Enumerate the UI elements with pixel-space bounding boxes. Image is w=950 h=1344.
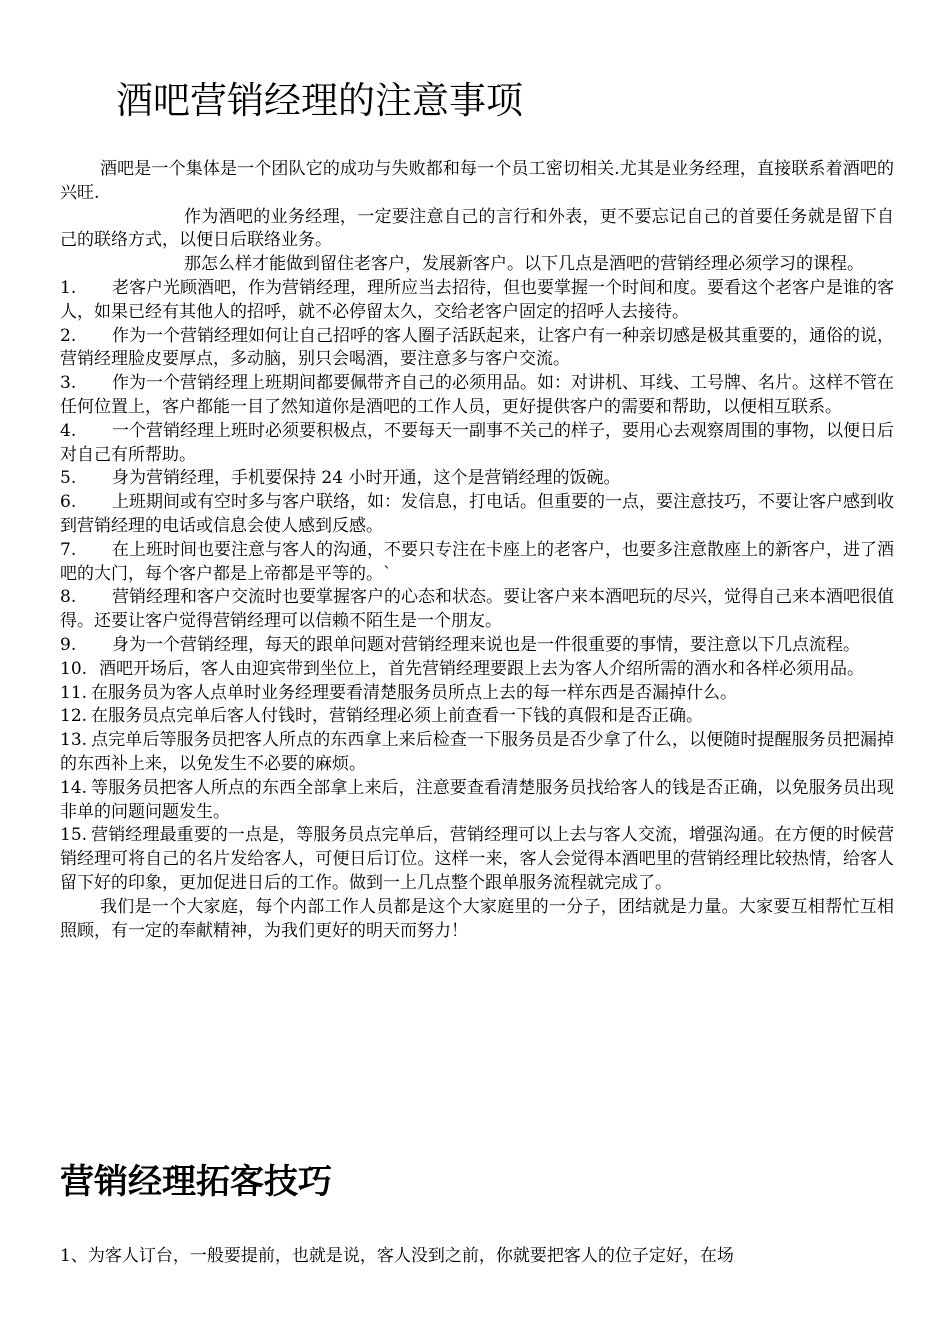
list-item <box>60 705 894 729</box>
list-item <box>60 729 894 777</box>
list-item <box>60 777 894 825</box>
list-item-number: 11. <box>60 682 88 703</box>
list-item <box>60 586 894 634</box>
list-item-text: 等服务员把客人所点的东西全部拿上来后，注意要查看清楚服务员找给客人的钱是否正确，以免服务员出现非单的问题问题发生。 <box>60 777 894 822</box>
list-item-text: 上班期间或有空时多与客户联络，如：发信息，打电话。但重要的一点，要注意技巧，不要让客户感到收到营销经理的电话或信息会使人感到反感。 <box>60 492 894 536</box>
list-item <box>60 325 894 373</box>
list-item <box>60 372 894 420</box>
list-item-number: 15. <box>60 825 88 846</box>
list-item-text: 在上班时间也要注意与客人的沟通，不要只专注在卡座上的老客户，也要多注意散座上的新客户，进了酒吧的大门，每个客户都是上帝都是平等的。` <box>60 539 894 584</box>
list-item-text: 作为一个营销经理如何让自己招呼的客人圈子活跃起来，让客户有一种亲切感是极其重要的，通俗的说，营销经理脸皮要厚点，多动脑，别只会喝酒，要注意多与客户交流。 <box>60 325 894 370</box>
list-item-number: 3. <box>60 373 77 394</box>
list-item-text: 点完单后等服务员把客人所点的东西拿上来后检查一下服务员是否少拿了什么，以便随时提醒服务员把漏掉的东西补上来，以免发生不必要的麻烦。 <box>60 730 894 774</box>
list-item-text: 作为一个营销经理上班期间都要佩带齐自己的必须用品。如：对讲机、耳线、工号牌、名片。这样不管在任何位置上，客户都能一目了然知道你是酒吧的工作人员，更好提供客户的需要和帮助，以便相互联系。 <box>60 373 894 417</box>
list-item-number: 12. <box>60 706 88 727</box>
list-item-number: 5. <box>60 468 77 489</box>
list-item <box>60 682 894 706</box>
list-item-text: 一个营销经理上班时必须要积极点，不要每天一副事不关己的样子，要用心去观察周围的事物，以便日后对自己有所帮助。 <box>60 420 894 465</box>
section-title: 营销经理拓客技巧 <box>60 1162 332 1202</box>
list-item-number: 14. <box>60 777 88 798</box>
list-item <box>60 420 894 468</box>
list-item-text: 在服务员点完单后客人付钱时，营销经理必须上前查看一下钱的真假和是否正确。 <box>91 706 704 727</box>
list-item <box>60 277 894 325</box>
list-item-number: 9. <box>60 634 77 655</box>
list-item-text: 在服务员为客人点单时业务经理要看清楚服务员所点上去的每一样东西是否漏掉什么。 <box>91 682 738 703</box>
list-item-text: 身为一个营销经理，每天的跟单问题对营销经理来说也是一件很重要的事情，要注意以下几点流程。 <box>112 634 860 655</box>
list-item-text: 营销经理最重要的一点是，等服务员点完单后，营销经理可以上去与客人交流，增强沟通。在方便的时候营销经理可将自己的名片发给客人，可便日后订位。这样一来，客人会觉得本酒吧里的营销经理比较热情，给客人留下好的印象，更加促进日后的工作。做到一上几点整个跟单服务流程就完成了。 <box>60 825 894 893</box>
list-item-number: 6. <box>60 492 77 513</box>
section-paragraph: 1、为客人订台，一般要提前，也就是说，客人没到之前，你就要把客人的位子定好，在场 <box>60 1246 734 1266</box>
list-item <box>60 634 894 658</box>
document-body <box>60 158 894 943</box>
list-item-text: 酒吧开场后，客人由迎宾带到坐位上，首先营销经理要跟上去为客人介绍所需的酒水和各样必须用品。 <box>99 658 865 679</box>
list-item-number: 10. <box>60 658 88 679</box>
list-item <box>60 824 894 895</box>
list-item-number: 1. <box>60 277 77 298</box>
list-item <box>60 539 894 587</box>
list-item-number: 2. <box>60 325 77 346</box>
document-title: 酒吧营销经理的注意事项 <box>116 79 523 122</box>
list-item-number: 7. <box>60 539 77 560</box>
list-item-number: 4. <box>60 420 77 441</box>
list-item <box>60 467 894 491</box>
list-item <box>60 491 894 539</box>
list-item <box>60 658 894 682</box>
list-item-text: 营销经理和客户交流时也要掌握客户的心态和状态。要让客户来本酒吧玩的尽兴，觉得自己来本酒吧很值得。还要让客户觉得营销经理可以信赖不陌生是一个朋友。 <box>60 587 894 632</box>
list-item-number: 13. <box>60 730 88 751</box>
closing-paragraph: 我们是一个大家庭，每个内部工作人员都是这个大家庭里的一分子，团结就是力量。大家要互相帮忙互相照顾，有一定的奉献精神，为我们更好的明天而努力！ <box>60 896 894 941</box>
intro-paragraph: 那怎么样才能做到留住老客户，发展新客户。以下几点是酒吧的营销经理必须学习的课程。 <box>184 254 864 275</box>
list-item-text: 身为营销经理，手机要保持 24 小时开通，这个是营销经理的饭碗。 <box>112 468 621 489</box>
list-item-text: 老客户光顾酒吧，作为营销经理，理所应当去招待，但也要掌握一个时间和度。要看这个老客户是谁的客人，如果已经有其他人的招呼，就不必停留太久，交给老客户固定的招呼人去接待。 <box>60 277 894 322</box>
intro-paragraph: 作为酒吧的业务经理，一定要注意自己的言行和外表，更不要忘记自己的首要任务就是留下自己的联络方式，以便日后联络业务。 <box>60 206 894 251</box>
list-item-number: 8. <box>60 587 77 608</box>
intro-paragraph: 酒吧是一个集体是一个团队它的成功与失败都和每一个员工密切相关.尤其是业务经理，直接联系着酒吧的兴旺. <box>60 159 894 203</box>
